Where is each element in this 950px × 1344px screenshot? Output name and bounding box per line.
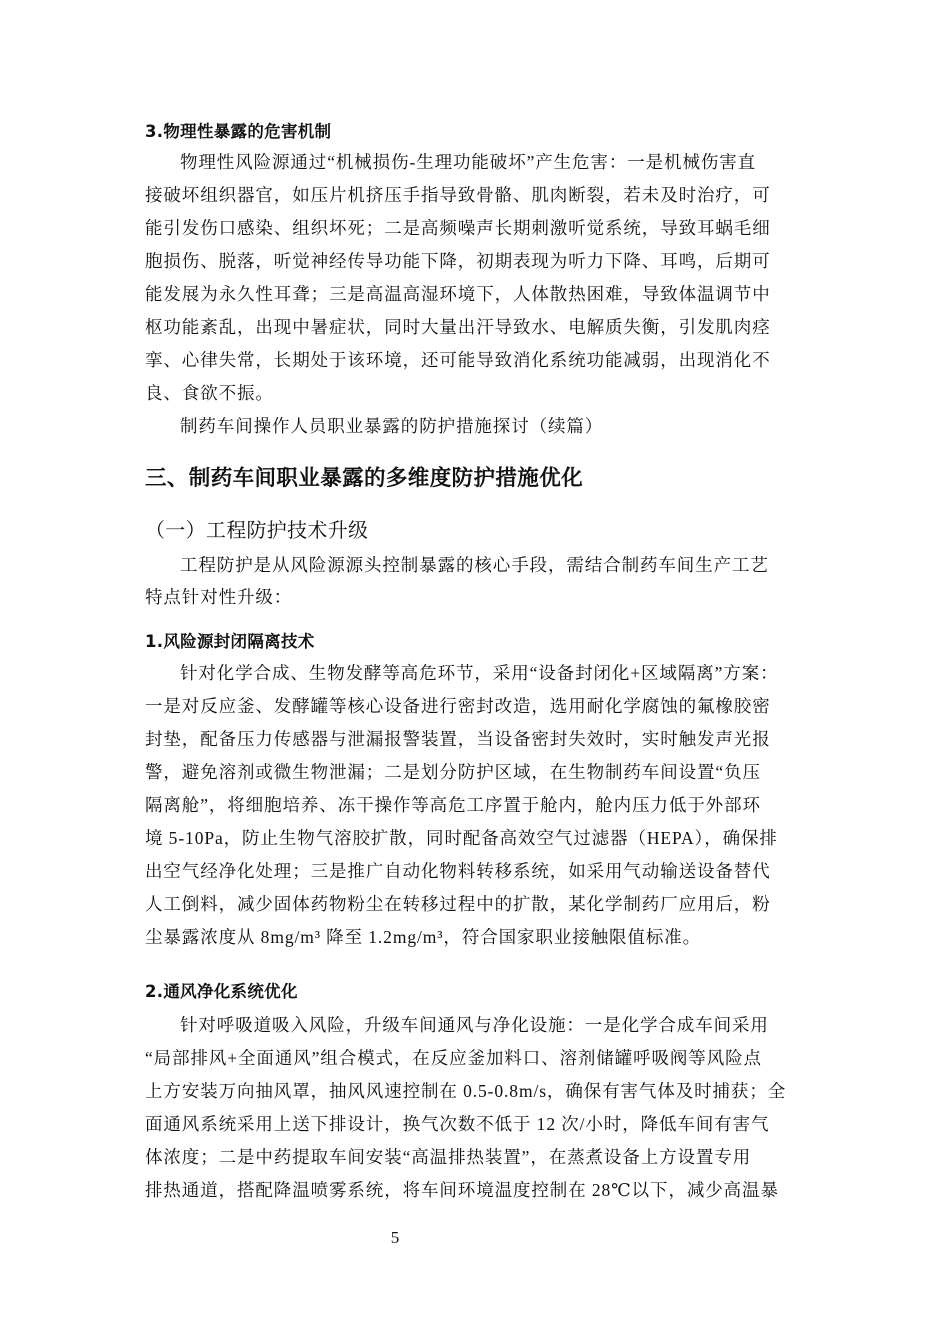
paragraph-line: 警，避免溶剂或微生物泄漏；二是划分防护区域，在生物制药车间设置“负压 xyxy=(145,762,761,782)
paragraph-line: 排热通道，搭配降温喷雾系统，将车间环境温度控制在 28℃以下，减少高温暴 xyxy=(145,1180,779,1200)
page-number: 5 xyxy=(390,1228,400,1247)
paragraph-line: 封垫，配备压力传感器与泄漏报警装置，当设备密封失效时，实时触发声光报 xyxy=(145,729,771,749)
paragraph-line: 特点针对性升级： xyxy=(145,587,293,607)
paragraph-line: 挛、心律失常，长期处于该环境，还可能导致消化系统功能减弱，出现消化不 xyxy=(145,350,771,370)
paragraph-line: “局部排风+全面通风”组合模式，在反应釜加料口、溶剂储罐呼吸阀等风险点 xyxy=(145,1048,762,1068)
paragraph-line: 良、食欲不振。 xyxy=(145,383,274,403)
section-heading-ventilation: 2.通风净化系统优化 xyxy=(145,982,298,1001)
chapter-title: 三、制药车间职业暴露的多维度防护措施优化 xyxy=(145,466,584,491)
paragraph-line: 上方安装万向抽风罩，抽风风速控制在 0.5-0.8m/s，确保有害气体及时捕获；全 xyxy=(145,1081,787,1101)
paragraph-line: 枢功能紊乱，出现中暑症状，同时大量出汗导致水、电解质失衡，引发肌肉痉 xyxy=(145,317,771,337)
paragraph-line: 体浓度；二是中药提取车间安装“高温排热装置”，在蒸煮设备上方设置专用 xyxy=(145,1147,752,1167)
paragraph-line: 针对呼吸道吸入风险，升级车间通风与净化设施：一是化学合成车间采用 xyxy=(180,1015,769,1035)
paragraph-line: 出空气经净化处理；三是推广自动化物料转移系统，如采用气动输送设备替代 xyxy=(145,861,771,881)
section-heading-isolation: 1.风险源封闭隔离技术 xyxy=(145,632,315,651)
paragraph-line: 能引发伤口感染、组织坏死；二是高频噪声长期刺激听觉系统，导致耳蜗毛细 xyxy=(145,218,771,238)
continuation-note: 制药车间操作人员职业暴露的防护措施探讨（续篇） xyxy=(180,416,604,436)
paragraph-line: 人工倒料，减少固体药物粉尘在转移过程中的扩散，某化学制药厂应用后，粉 xyxy=(145,894,771,914)
subsection-title: （一）工程防护技术升级 xyxy=(145,518,369,542)
paragraph-line: 能发展为永久性耳聋；三是高温高湿环境下，人体散热困难，导致体温调节中 xyxy=(145,284,771,304)
section-heading-physical-hazard: 3.物理性暴露的危害机制 xyxy=(145,122,332,141)
paragraph-line: 工程防护是从风险源源头控制暴露的核心手段，需结合制药车间生产工艺 xyxy=(180,555,769,575)
paragraph-line: 面通风系统采用上送下排设计，换气次数不低于 12 次/小时，降低车间有害气 xyxy=(145,1114,770,1134)
paragraph-line: 隔离舱”，将细胞培养、冻干操作等高危工序置于舱内，舱内压力低于外部环 xyxy=(145,795,761,815)
paragraph-line: 针对化学合成、生物发酵等高危环节，采用“设备封闭化+区域隔离”方案： xyxy=(180,663,779,683)
paragraph-line: 一是对反应釜、发酵罐等核心设备进行密封改造，选用耐化学腐蚀的氟橡胶密 xyxy=(145,696,771,716)
paragraph-line: 物理性风险源通过“机械损伤-生理功能破坏”产生危害：一是机械伤害直 xyxy=(180,152,757,172)
paragraph-line: 境 5-10Pa，防止生物气溶胶扩散，同时配备高效空气过滤器（HEPA），确保排 xyxy=(145,828,778,848)
paragraph-line: 胞损伤、脱落，听觉神经传导功能下降，初期表现为听力下降、耳鸣，后期可 xyxy=(145,251,771,271)
paragraph-line: 接破坏组织器官，如压片机挤压手指导致骨骼、肌肉断裂，若未及时治疗，可 xyxy=(145,185,771,205)
paragraph-line: 尘暴露浓度从 8mg/m³ 降至 1.2mg/m³，符合国家职业接触限值标准。 xyxy=(145,927,702,947)
